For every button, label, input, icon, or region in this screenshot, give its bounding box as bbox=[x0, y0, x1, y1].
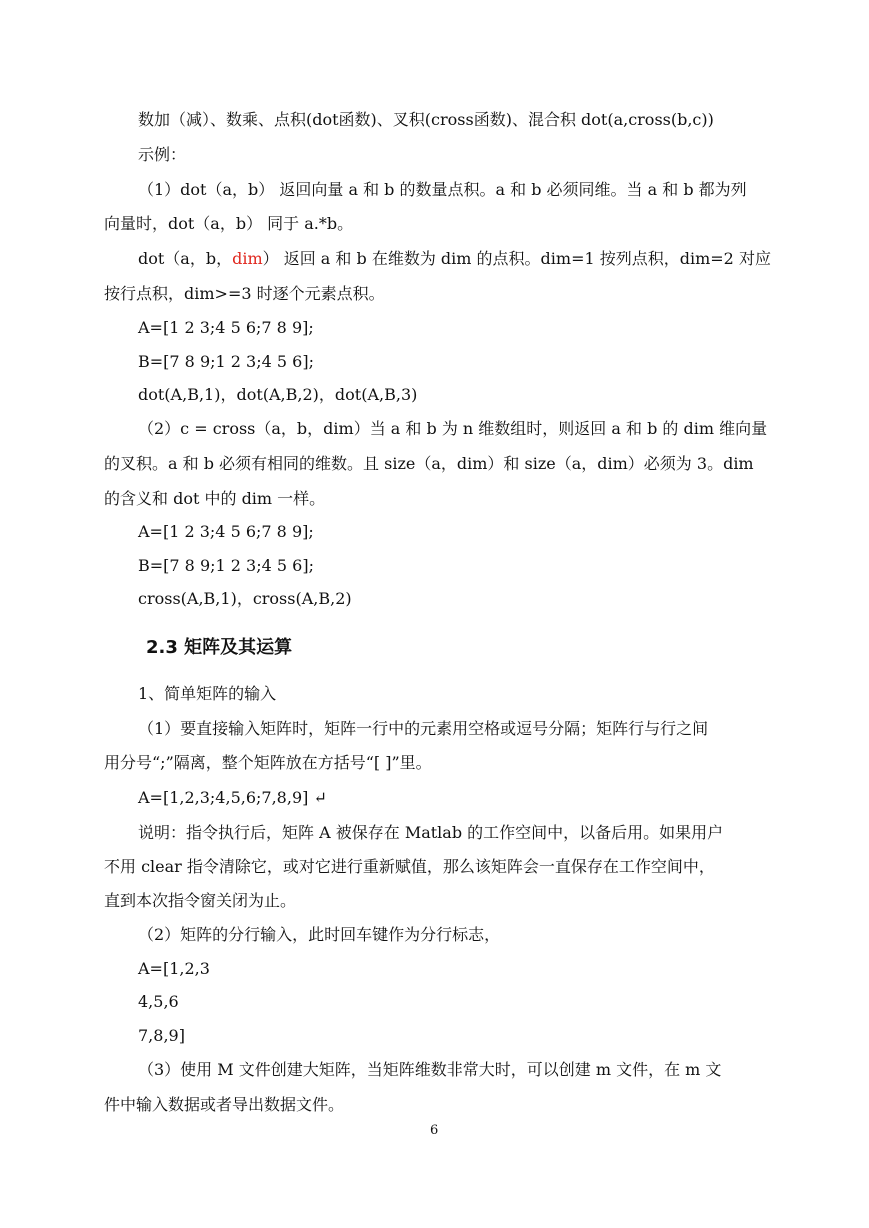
text-line: 的含义和 dot 中的 dim 一样。 bbox=[104, 489, 326, 508]
text-line: 件中输入数据或者导出数据文件。 bbox=[104, 1095, 345, 1114]
code-line: 4,5,6 bbox=[138, 992, 179, 1011]
text-line: （1）dot（a，b） 返回向量 a 和 b 的数量点积。a 和 b 必须同维。当 a 和 b 都为列 bbox=[138, 180, 747, 199]
text-line: 说明：指令执行后，矩阵 A 被保存在 Matlab 的工作空间中，以备后用。如果用户 bbox=[138, 823, 724, 842]
highlighted-dim: dim bbox=[232, 249, 263, 268]
text-line: 示例： bbox=[138, 145, 187, 164]
text-line: （2）c = cross（a，b，dim）当 a 和 b 为 n 维数组时，则返回 a 和 b 的 dim 维向量 bbox=[138, 419, 768, 438]
text-line: （2）矩阵的分行输入，此时回车键作为分行标志， bbox=[138, 925, 501, 944]
text-line bbox=[138, 249, 771, 269]
text-line: 的叉积。a 和 b 必须有相同的维数。且 size（a，dim）和 size（a，dim）必须为 3。dim bbox=[104, 454, 754, 473]
section-heading: 2.3 矩阵及其运算 bbox=[146, 637, 293, 658]
text-line: （1）要直接输入矩阵时，矩阵一行中的元素用空格或逗号分隔；矩阵行与行之间 bbox=[138, 719, 709, 738]
text-line: 向量时，dot（a，b） 同于 a.*b。 bbox=[104, 214, 354, 233]
code-line: A=[1,2,3 bbox=[138, 959, 210, 978]
text-line: 数加（减）、数乘、点积(dot函数)、叉积(cross函数)、混合积 dot(a,cross(b,c)) bbox=[138, 110, 714, 129]
code-line: A=[1,2,3;4,5,6;7,8,9] ↵ bbox=[138, 788, 327, 807]
text-line: 不用 clear 指令清除它，或对它进行重新赋值，那么该矩阵会一直保存在工作空间中， bbox=[104, 857, 715, 876]
text-line: 用分号“;”隔离，整个矩阵放在方括号“[ ]”里。 bbox=[104, 753, 432, 772]
text-segment: ） 返回 a 和 b 在维数为 dim 的点积。dim=1 按列点积，dim=2 对应 bbox=[262, 249, 771, 268]
text-segment: dot（a，b， bbox=[138, 249, 233, 268]
code-line: A=[1 2 3;4 5 6;7 8 9]; bbox=[138, 522, 314, 541]
code-line: B=[7 8 9;1 2 3;4 5 6]; bbox=[138, 556, 314, 575]
code-line: B=[7 8 9;1 2 3;4 5 6]; bbox=[138, 352, 314, 371]
code-line: cross(A,B,1)，cross(A,B,2) bbox=[138, 589, 352, 608]
code-line: A=[1 2 3;4 5 6;7 8 9]; bbox=[138, 318, 314, 337]
text-line: 按行点积，dim>=3 时逐个元素点积。 bbox=[104, 284, 385, 303]
text-line: （3）使用 M 文件创建大矩阵，当矩阵维数非常大时，可以创建 m 文件，在 m 文 bbox=[138, 1060, 722, 1079]
text-line: 1、简单矩阵的输入 bbox=[138, 684, 277, 703]
text-line: 直到本次指令窗关闭为止。 bbox=[104, 891, 297, 910]
code-line: 7,8,9] bbox=[138, 1026, 185, 1045]
page-number: 6 bbox=[430, 1123, 439, 1138]
code-line: dot(A,B,1)，dot(A,B,2)，dot(A,B,3) bbox=[138, 385, 418, 404]
